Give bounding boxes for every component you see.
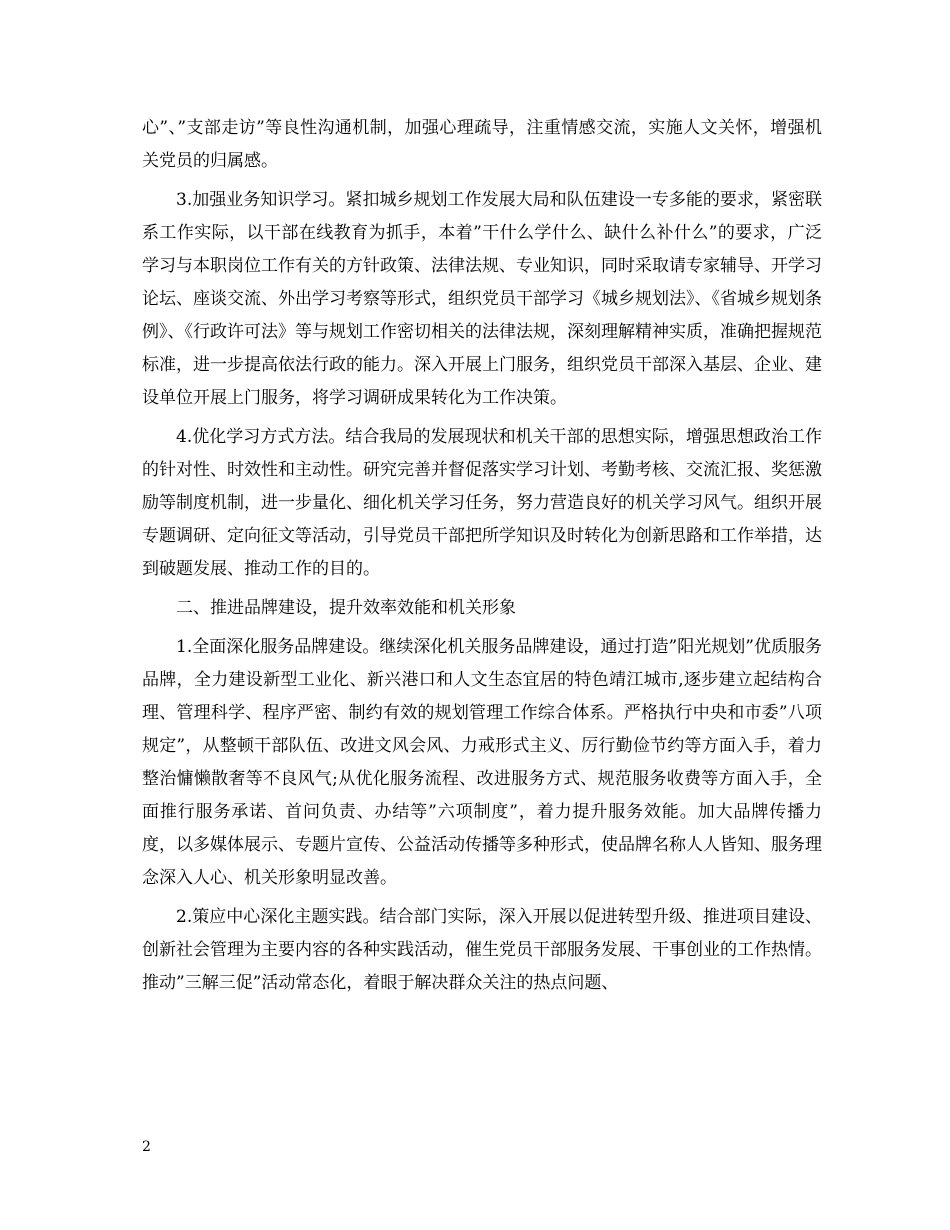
section-heading-2: 二、推进品牌建设，提升效率效能和机关形象 <box>176 598 516 618</box>
paragraph-section2-item-1: 1.全面深化服务品牌建设。继续深化机关服务品牌建设，通过打造”阳光规划”优质服务品牌，全力建设新型工业化、新兴港口和人文生态宜居的特色靖江城市,逐步建立起结构合理、管理科学、程序严密、制约有效的规划管理工作综合体系。严格执行中央和市委”八项规定”，从整顿干部队伍、改进文风会风、力戒形式主义、厉行勤俭节约等方面入手，着力整治慵懒散奢等不良风气;从优化服务流程、改进服务方式、规范服务收费等方面入手，全面推行服务承诺、首问负责、办结等”六项制度”，着力提升服务效能。加大品牌传播力度，以多媒体展示、专题片宣传、公益活动传播等多种形式，使品牌名称人人皆知、服务理念深入人心、机关形象明显改善。 <box>142 637 822 888</box>
paragraph-section2-item-2: 2.策应中心深化主题实践。结合部门实际，深入开展以促进转型升级、推进项目建设、创新社会管理为主要内容的各种实践活动，催生党员干部服务发展、干事创业的工作热情。推动”三解三促”活动常态化，着眼于解决群众关注的热点问题、 <box>142 907 822 993</box>
page-number: 2 <box>142 1139 151 1155</box>
paragraph-continuation: 心”、”支部走访”等良性沟通机制，加强心理疏导，注重情感交流，实施人文关怀，增强机关党员的归属感。 <box>142 118 822 171</box>
paragraph-item-4: 4.优化学习方式方法。结合我局的发展现状和机关干部的思想实际，增强思想政治工作的针对性、时效性和主动性。研究完善并督促落实学习计划、考勤考核、交流汇报、奖惩激励等制度机制，进一步量化、细化机关学习任务，努力营造良好的机关学习风气。组织开展专题调研、定向征文等活动，引导党员干部把所学知识及时转化为创新思路和工作举措，达到破题发展、推动工作的目的。 <box>142 427 822 579</box>
paragraph-item-3: 3.加强业务知识学习。紧扣城乡规划工作发展大局和队伍建设一专多能的要求，紧密联系工作实际，以干部在线教育为抓手，本着”干什么学什么、缺什么补什么”的要求，广泛学习与本职岗位工作有关的方针政策、法律法规、专业知识，同时采取请专家辅导、开学习论坛、座谈交流、外出学习考察等形式，组织党员干部学习《城乡规划法》、《省城乡规划条例》、《行政许可法》等与规划工作密切相关的法律法规，深刻理解精神实质，准确把握规范标准，进一步提高依法行政的能力。深入开展上门服务，组织党员干部深入基层、企业、建设单位开展上门服务，将学习调研成果转化为工作决策。 <box>142 190 822 408</box>
document-body <box>142 112 822 1006</box>
